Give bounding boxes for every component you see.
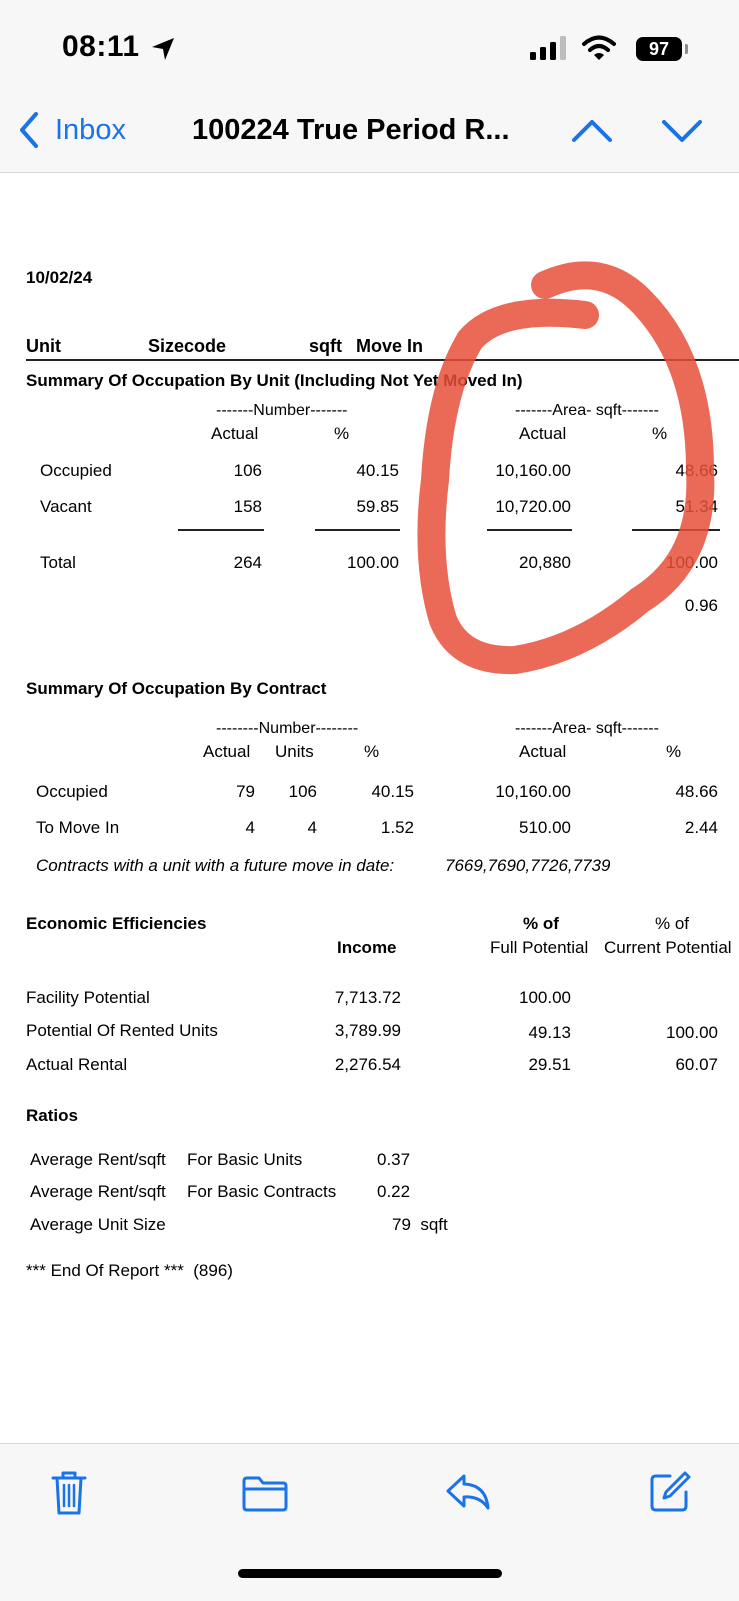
email-subject-title: 100224 True Period R...: [192, 114, 510, 146]
location-arrow-icon: [150, 36, 176, 62]
total-pct: 100.00: [347, 553, 399, 572]
col-area-actual: Actual: [519, 424, 567, 443]
number-group-header: --------Number--------: [216, 720, 359, 737]
area-group-header: -------Area- sqft-------: [515, 402, 659, 419]
col-pct: %: [334, 424, 350, 443]
col-current-potential: Current Potential: [604, 938, 732, 957]
folder-icon[interactable]: [241, 1475, 289, 1513]
header-rule: [26, 359, 739, 361]
total-area: 20,880: [519, 553, 571, 572]
future-move-note-label: Contracts with a unit with a future move in date:: [36, 856, 395, 875]
row-full: 49.13: [528, 1023, 571, 1042]
reply-icon[interactable]: [444, 1472, 492, 1512]
subtotal-rule: [487, 529, 572, 531]
ratio-value: 0.22: [377, 1182, 411, 1201]
battery-indicator: 97: [636, 37, 682, 61]
row-income: 7,713.72: [334, 988, 401, 1007]
row-area: 510.00: [519, 818, 571, 837]
row-income: 2,276.54: [334, 1055, 401, 1074]
ratio-value: 0.37: [377, 1150, 411, 1169]
signal-icon: [530, 36, 570, 60]
ratio-value: 79 sqft: [392, 1215, 448, 1234]
col-actual: Actual: [211, 424, 259, 443]
row-actual: 4: [245, 818, 255, 837]
row-pct: 1.52: [380, 818, 414, 837]
row-income: 3,789.99: [334, 1021, 401, 1040]
ratio-sub: For Basic Units: [187, 1150, 303, 1169]
col-income: Income: [337, 938, 397, 957]
area-group-header: -------Area- sqft-------: [515, 720, 659, 737]
row-area: 10,720.00: [495, 497, 571, 516]
ratio-label: Average Rent/sqft: [30, 1182, 166, 1201]
section-title-by-contract: Summary Of Occupation By Contract: [26, 679, 327, 698]
row-pct: 59.85: [356, 497, 399, 516]
total-label: Total: [40, 553, 76, 572]
col-pct: %: [364, 742, 380, 761]
row-label: Actual Rental: [26, 1055, 128, 1074]
col-full-potential-top: % of: [523, 914, 559, 933]
end-of-report: *** End Of Report *** (896): [26, 1261, 233, 1280]
battery-tip: [685, 44, 688, 54]
col-header-unit: Unit: [26, 336, 61, 356]
row-actual: 158: [233, 497, 262, 516]
row-full: 100.00: [519, 988, 571, 1007]
chevron-up-icon[interactable]: [570, 116, 614, 144]
section-title-economic: Economic Efficiencies: [26, 914, 207, 933]
col-header-sqft: sqft: [309, 336, 342, 356]
row-label: Vacant: [40, 497, 92, 516]
ratio-label: Average Rent/sqft: [30, 1150, 166, 1169]
col-units: Units: [275, 742, 314, 761]
row-actual: 79: [236, 782, 255, 801]
section-title-by-unit: Summary Of Occupation By Unit (Including Not Yet Moved In): [26, 371, 523, 390]
number-group-header: -------Number-------: [216, 402, 348, 419]
row-pct: 40.15: [371, 782, 414, 801]
compose-icon[interactable]: [648, 1470, 692, 1514]
status-time: 08:11: [62, 30, 140, 63]
ratio-sub: For Basic Contracts: [187, 1182, 337, 1201]
row-area: 10,160.00: [495, 782, 571, 801]
home-indicator: [238, 1569, 502, 1578]
row-units: 106: [288, 782, 317, 801]
report-date: 10/02/24: [26, 268, 93, 287]
col-area-actual: Actual: [519, 742, 567, 761]
row-area-pct: 2.44: [684, 818, 718, 837]
subtotal-rule: [632, 529, 720, 531]
col-header-sizecode: Sizecode: [148, 336, 227, 356]
row-area: 10,160.00: [495, 461, 571, 480]
section-title-ratios: Ratios: [26, 1106, 78, 1125]
subtotal-rule: [178, 529, 264, 531]
col-actual: Actual: [203, 742, 251, 761]
total-area-pct: 100.00: [666, 553, 718, 572]
col-current-potential-top: % of: [655, 914, 690, 933]
row-label: Occupied: [40, 461, 112, 480]
future-move-note-value: 7669,7690,7726,7739: [445, 856, 611, 875]
row-current: 100.00: [666, 1023, 718, 1042]
row-pct: 40.15: [356, 461, 399, 480]
row-units: 4: [307, 818, 317, 837]
row-label: Potential Of Rented Units: [26, 1021, 218, 1040]
chevron-left-icon[interactable]: [16, 110, 42, 150]
row-area-pct: 48.66: [675, 461, 718, 480]
ratio-label: Average Unit Size: [30, 1215, 166, 1234]
total-actual: 264: [233, 553, 262, 572]
row-current: 60.07: [675, 1055, 718, 1074]
col-area-pct: %: [652, 424, 668, 443]
row-actual: 106: [233, 461, 262, 480]
col-area-pct: %: [666, 742, 682, 761]
row-area-pct: 48.66: [675, 782, 718, 801]
subtotal-rule: [315, 529, 400, 531]
trash-icon[interactable]: [50, 1470, 88, 1516]
row-label: To Move In: [36, 818, 120, 837]
col-header-move-in: Move In: [356, 336, 424, 356]
wifi-icon: [582, 34, 616, 62]
back-to-inbox-button[interactable]: Inbox: [55, 114, 126, 146]
row-label: Facility Potential: [26, 988, 150, 1007]
row-area-pct: 51.34: [675, 497, 718, 516]
row-label: Occupied: [36, 782, 108, 801]
ratio-value: 0.96: [684, 596, 718, 615]
chevron-down-icon[interactable]: [660, 118, 704, 146]
col-full-potential: Full Potential: [490, 938, 589, 957]
row-full: 29.51: [528, 1055, 571, 1074]
